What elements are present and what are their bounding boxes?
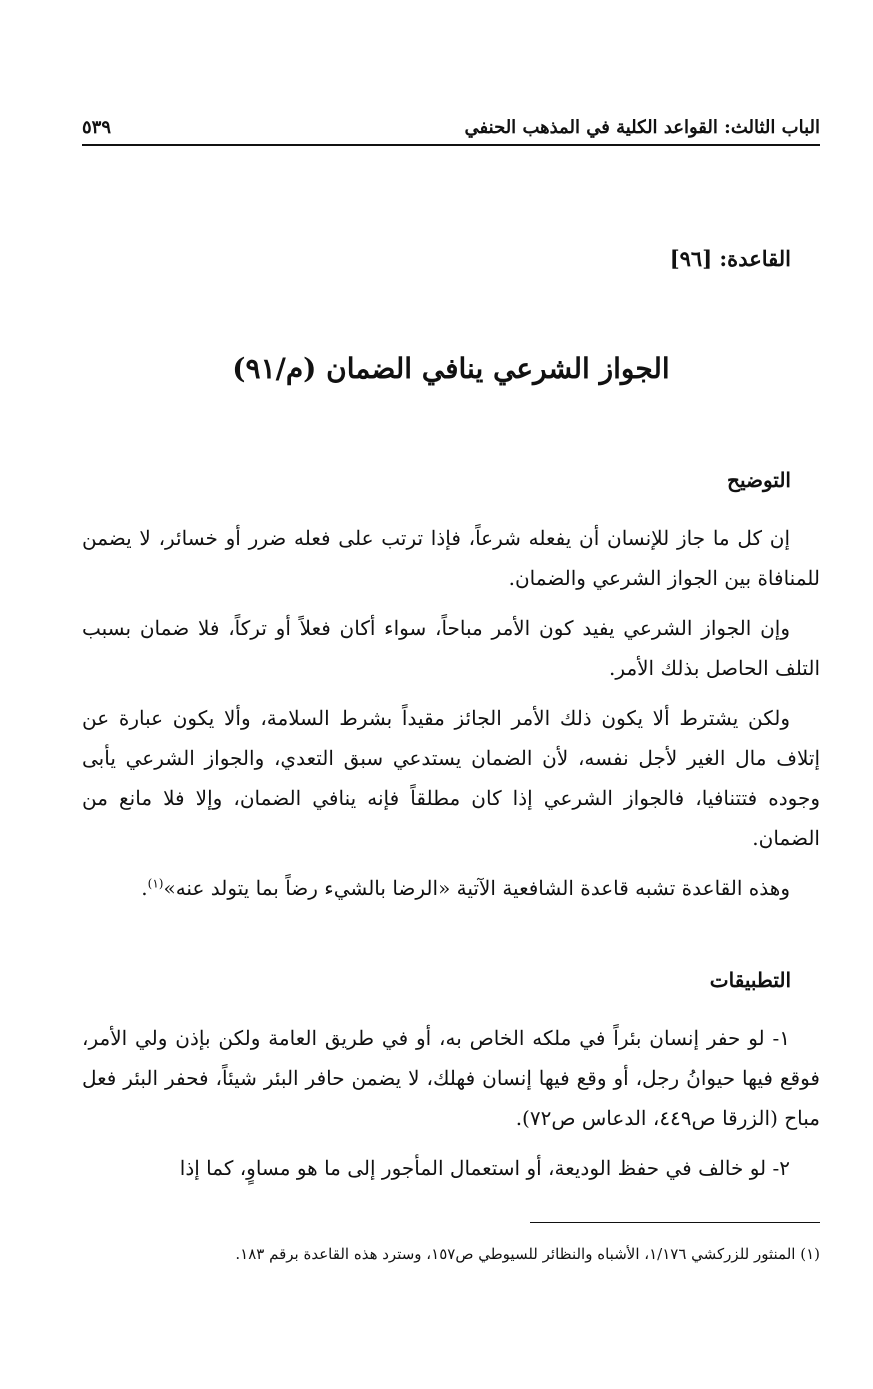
running-header xyxy=(82,112,820,146)
footnote-1: (١) المنثور للزركشي ١/١٧٦، الأشباه والنظائر للسيوطي ص١٥٧، وسترد هذه القاعدة برقم ١٨٣. xyxy=(235,1245,820,1263)
explanation-paragraph-2: وإن الجواز الشرعي يفيد كون الأمر مباحاً، سواء أكان فعلاً أو تركاً، فلا ضمان بسبب التلف الحاصل بذلك الأمر. xyxy=(82,616,820,680)
application-item-2: ٢- لو خالف في حفظ الوديعة، أو استعمال المأجور إلى ما هو مساوٍ، كما إذا xyxy=(179,1156,790,1180)
rule-title: الجواز الشرعي ينافي الضمان (م/٩١) xyxy=(232,352,670,385)
explanation-heading: التوضيح xyxy=(727,468,791,492)
page-number: ٥٣٩ xyxy=(82,117,112,138)
paragraph-end-mark: . xyxy=(141,876,148,900)
explanation-paragraph-1: إن كل ما جاز للإنسان أن يفعله شرعاً، فإذا ترتب على فعله ضرر أو خسائر، لا يضمن للمنافاة بين الجواز الشرعي والضمان. xyxy=(82,526,820,590)
explanation-paragraph-3: ولكن يشترط ألا يكون ذلك الأمر الجائز مقيداً بشرط السلامة، وألا يكون عبارة عن إتلاف مال الغير لأجل نفسه، لأن الضمان يستدعي سبق التعدي، والجواز الشرعي يأبى وجوده فتتنافيا، فالجواز الشرعي إذا كان مطلقاً فإنه ينافي الضمان، وإلا فلا مانع من الضمان. xyxy=(82,706,820,850)
footnote-reference: (١) xyxy=(147,876,164,891)
footnote-divider xyxy=(530,1222,820,1223)
explanation-paragraph-4-text: وهذه القاعدة تشبه قاعدة الشافعية الآتية «الرضا بالشيء رضاً بما يتولد عنه» xyxy=(163,876,790,900)
applications-heading: التطبيقات xyxy=(709,968,791,992)
application-item-1: ١- لو حفر إنسان بئراً في ملكه الخاص به، أو في طريق العامة ولكن بإذن ولي الأمر، فوقع فيها حيوانُ رجل، أو وقع فيها إنسان فهلك، لا يضمن حافر البئر شيئاً، فحفر البئر فعل مباح (الزرقا ص٤٤٩، الدعاس ص٧٢). xyxy=(82,1026,820,1130)
rule-label: القاعدة: [٩٦] xyxy=(669,246,791,271)
explanation-body xyxy=(82,518,820,918)
chapter-title: الباب الثالث: القواعد الكلية في المذهب الحنفي xyxy=(464,117,820,138)
applications-body xyxy=(82,1018,820,1198)
explanation-paragraph-4 xyxy=(82,868,820,908)
